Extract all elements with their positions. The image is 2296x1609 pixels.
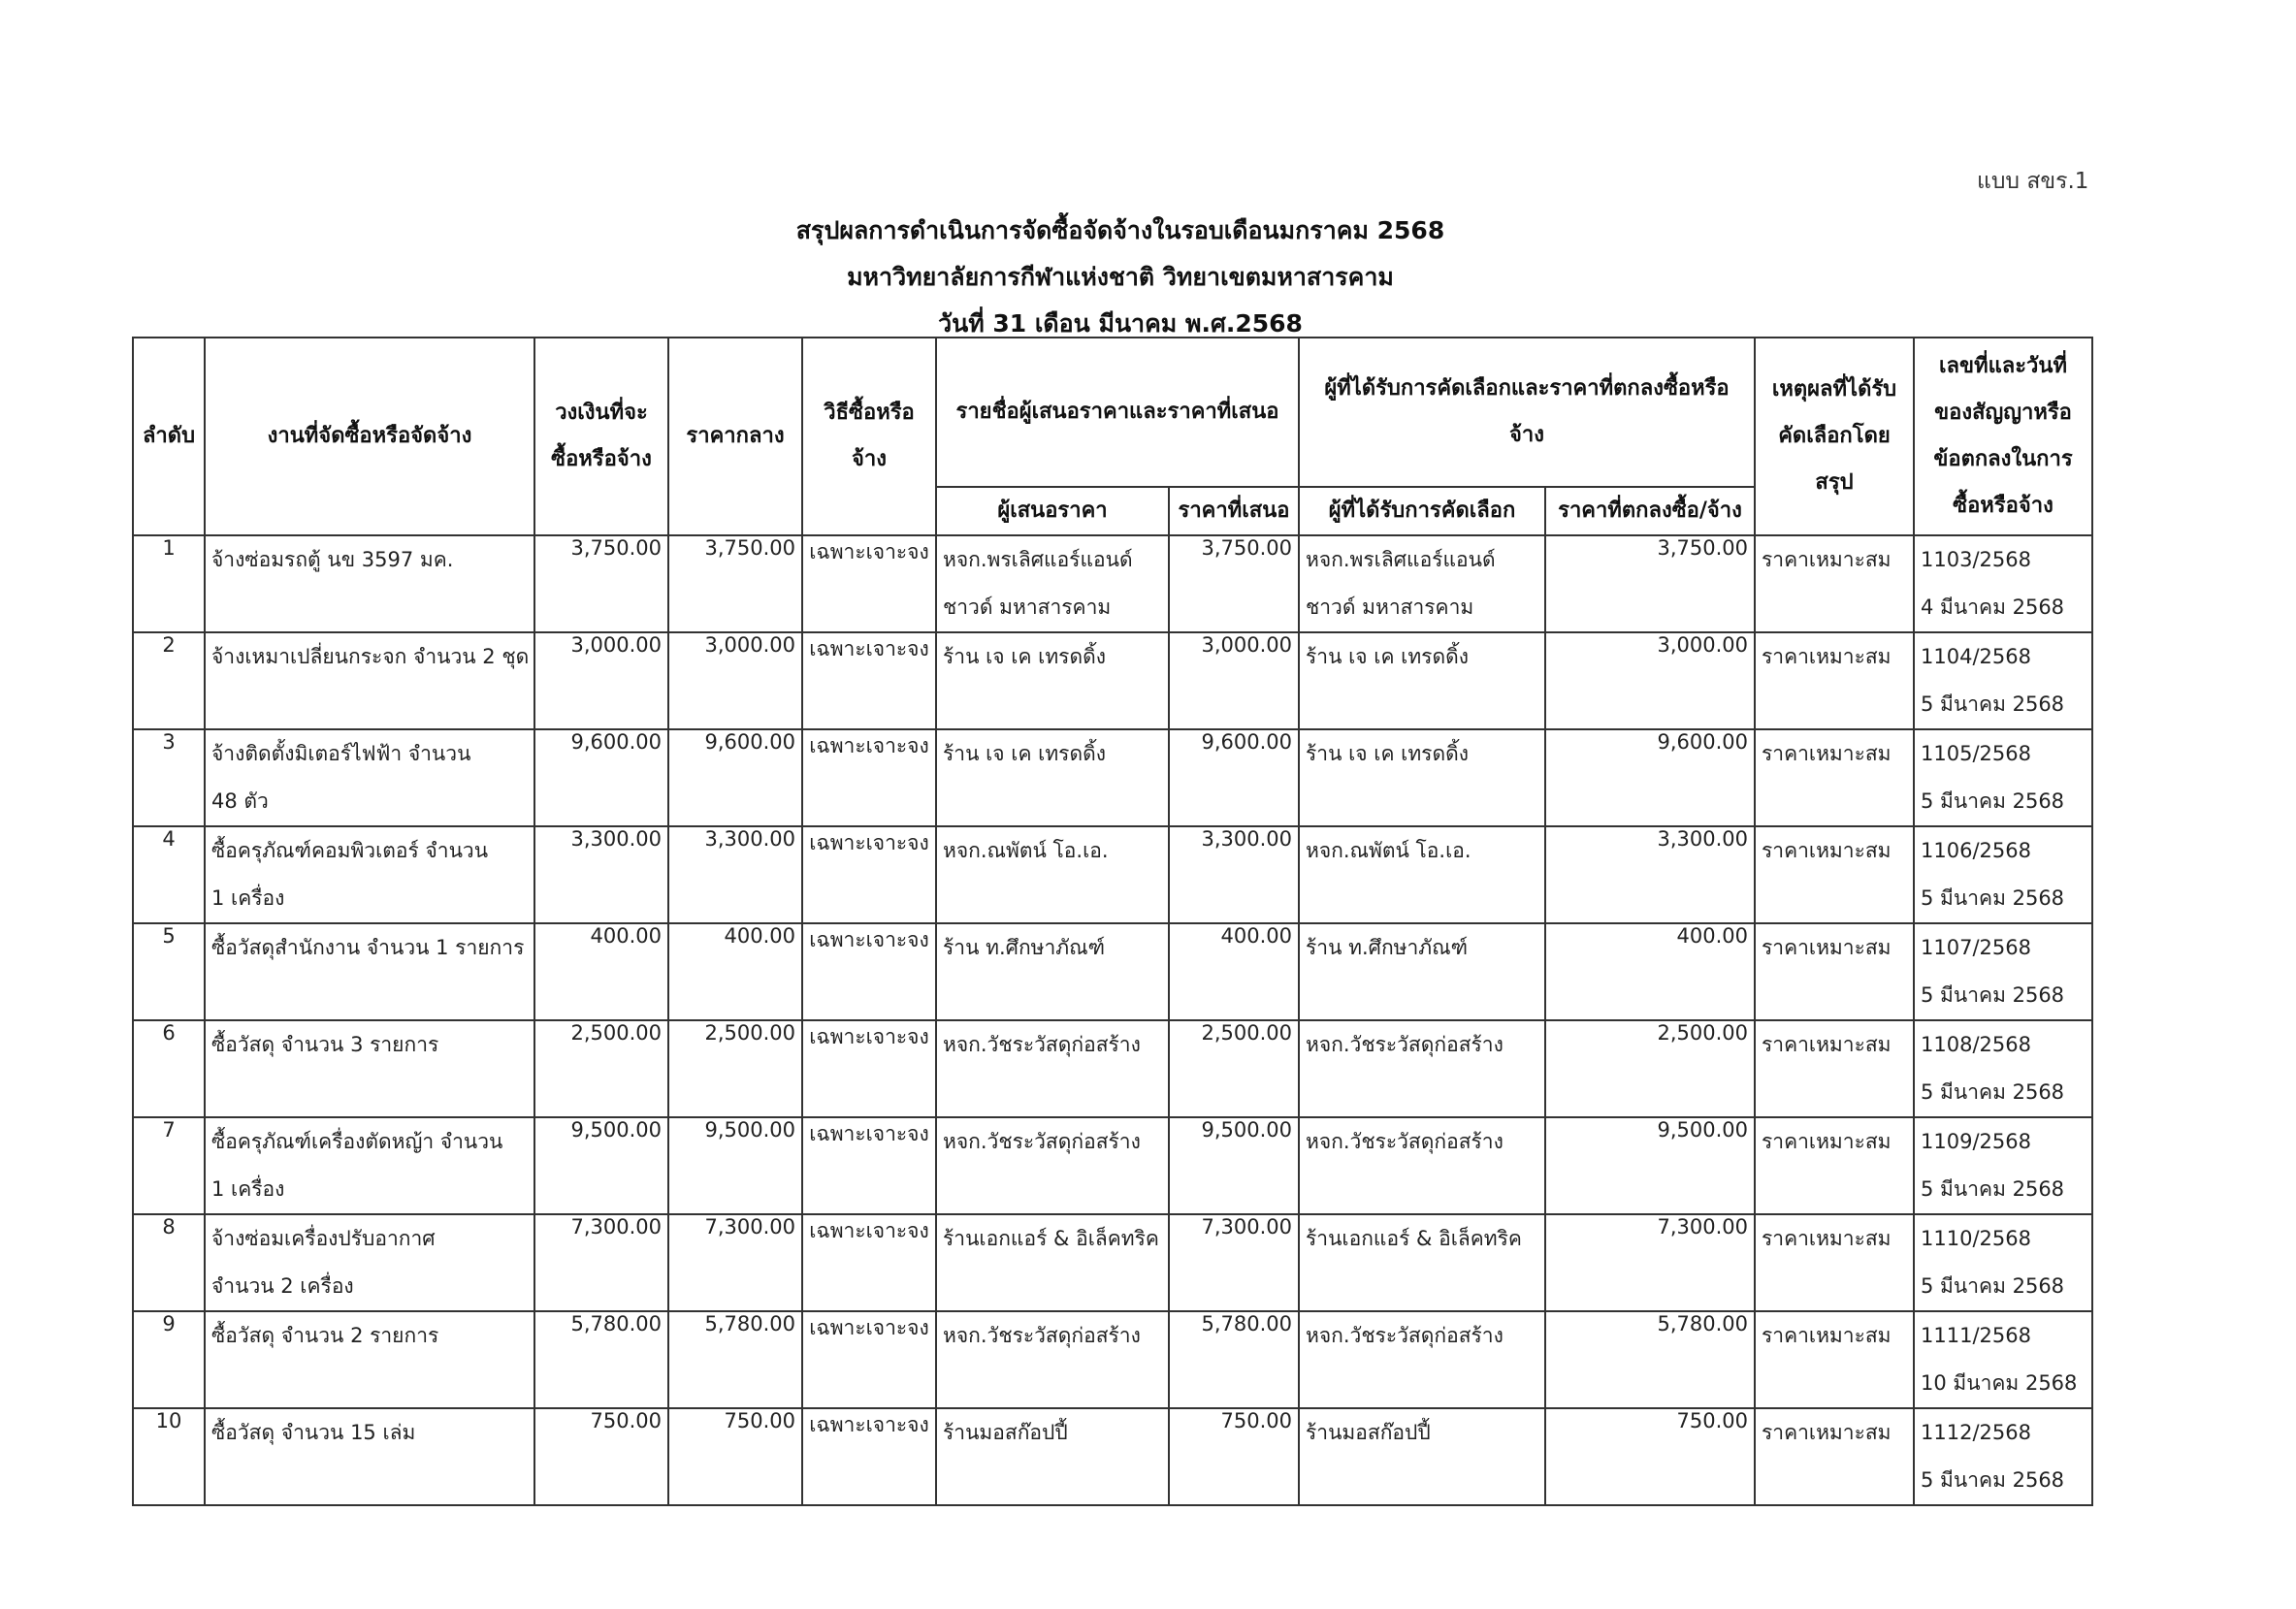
cell-work [205, 1311, 534, 1408]
cell-reason: ราคาเหมาะสม [1755, 1408, 1914, 1505]
cell-no: 9 [133, 1311, 205, 1408]
cell-no: 1 [133, 535, 205, 632]
cell-bidder-line: ร้านมอสก๊อปปี้ [943, 1421, 1068, 1444]
table-row [133, 632, 2092, 729]
cell-selected-line [1306, 972, 1538, 1019]
cell-agreed-price: 3,750.00 [1545, 535, 1755, 632]
header-selected-group: ผู้ที่ได้รับการคัดเลือกและราคาที่ตกลงซื้อหรือ จ้าง [1299, 338, 1755, 487]
cell-budget: 2,500.00 [534, 1020, 668, 1117]
cell-agreed-price: 5,780.00 [1545, 1311, 1755, 1408]
cell-bidder-line: หจก.วัชระวัสดุก่อสร้าง [943, 1324, 1141, 1347]
cell-work-line: ซื้อครุภัณฑ์เครื่องตัดหญ้า จำนวน [211, 1130, 503, 1153]
cell-work [205, 535, 534, 632]
cell-contract [1914, 632, 2092, 729]
table-row [133, 1117, 2092, 1214]
cell-work-line: ซื้อวัสดุสำนักงาน จำนวน 1 รายการ [211, 936, 525, 959]
cell-selected [1299, 826, 1545, 923]
cell-bidder-line [943, 1360, 1162, 1407]
cell-contract-line: 1107/2568 [1921, 936, 2031, 959]
cell-selected-line: ร้าน เจ เค เทรดดิ้ง [1306, 645, 1469, 668]
cell-bidder-line: หจก.วัชระวัสดุก่อสร้าง [943, 1033, 1141, 1056]
cell-bidder [936, 729, 1169, 826]
cell-bidder [936, 1020, 1169, 1117]
cell-bidder [936, 632, 1169, 729]
cell-work-line [211, 1457, 528, 1504]
cell-budget: 3,750.00 [534, 535, 668, 632]
cell-bidder [936, 1311, 1169, 1408]
cell-work [205, 1117, 534, 1214]
cell-contract-line: 5 มีนาคม 2568 [1921, 789, 2065, 813]
cell-budget: 750.00 [534, 1408, 668, 1505]
cell-work-line: 48 ตัว [211, 789, 269, 813]
cell-work-line: ซื้อวัสดุ จำนวน 3 รายการ [211, 1033, 439, 1056]
cell-no: 3 [133, 729, 205, 826]
cell-selected-line [1306, 1166, 1538, 1213]
cell-no: 6 [133, 1020, 205, 1117]
cell-selected-line: หจก.วัชระวัสดุก่อสร้าง [1306, 1033, 1504, 1056]
cell-selected-line: หจก.วัชระวัสดุก่อสร้าง [1306, 1130, 1504, 1153]
cell-bidder-line: ร้านเอกแอร์ & อิเล็คทริค [943, 1227, 1159, 1250]
cell-method: เฉพาะเจาะจง [802, 729, 936, 826]
cell-agreed-price: 9,600.00 [1545, 729, 1755, 826]
cell-work-line [211, 1069, 528, 1116]
cell-selected [1299, 1311, 1545, 1408]
cell-no: 4 [133, 826, 205, 923]
cell-work-line: จำนวน 2 เครื่อง [211, 1274, 354, 1298]
header-bidder: ผู้เสนอราคา [936, 487, 1169, 535]
cell-no: 7 [133, 1117, 205, 1214]
cell-reason: ราคาเหมาะสม [1755, 1214, 1914, 1311]
cell-median-price: 3,750.00 [668, 535, 802, 632]
cell-method: เฉพาะเจาะจง [802, 535, 936, 632]
cell-bidder-line: หจก.พรเลิศแอร์แอนด์ [943, 548, 1133, 571]
cell-reason: ราคาเหมาะสม [1755, 923, 1914, 1020]
cell-selected-line: ร้านมอสก๊อปปี้ [1306, 1421, 1431, 1444]
procurement-table [132, 337, 2093, 1506]
cell-budget: 9,600.00 [534, 729, 668, 826]
cell-bidder-line [943, 972, 1162, 1019]
cell-no: 5 [133, 923, 205, 1020]
table-row [133, 729, 2092, 826]
cell-median-price: 7,300.00 [668, 1214, 802, 1311]
cell-bid-price: 2,500.00 [1169, 1020, 1299, 1117]
cell-selected [1299, 1020, 1545, 1117]
cell-agreed-price: 7,300.00 [1545, 1214, 1755, 1311]
cell-method: เฉพาะเจาะจง [802, 1408, 936, 1505]
cell-work-line [211, 972, 528, 1019]
cell-contract-line: 5 มีนาคม 2568 [1921, 1177, 2065, 1201]
cell-reason: ราคาเหมาะสม [1755, 632, 1914, 729]
cell-selected-line [1306, 778, 1538, 825]
cell-selected-line [1306, 1263, 1538, 1310]
cell-bidder-line [943, 681, 1162, 728]
cell-agreed-price: 400.00 [1545, 923, 1755, 1020]
cell-contract [1914, 826, 2092, 923]
cell-method: เฉพาะเจาะจง [802, 632, 936, 729]
cell-budget: 5,780.00 [534, 1311, 668, 1408]
cell-bid-price: 3,000.00 [1169, 632, 1299, 729]
cell-contract-line: 1108/2568 [1921, 1033, 2031, 1056]
cell-selected [1299, 923, 1545, 1020]
cell-selected [1299, 1408, 1545, 1505]
header-budget: วงเงินที่จะ ซื้อหรือจ้าง [534, 338, 668, 535]
cell-contract-line: 1105/2568 [1921, 742, 2031, 765]
table-row [133, 1214, 2092, 1311]
cell-contract-line: 5 มีนาคม 2568 [1921, 1468, 2065, 1492]
cell-budget: 7,300.00 [534, 1214, 668, 1311]
cell-contract-line: 1112/2568 [1921, 1421, 2031, 1444]
cell-selected [1299, 1214, 1545, 1311]
cell-work [205, 826, 534, 923]
cell-bid-price: 9,600.00 [1169, 729, 1299, 826]
cell-contract [1914, 729, 2092, 826]
table-row [133, 826, 2092, 923]
cell-bidder-line: ร้าน เจ เค เทรดดิ้ง [943, 645, 1106, 668]
cell-work [205, 729, 534, 826]
header-bid-price: ราคาที่เสนอ [1169, 487, 1299, 535]
cell-contract-line: 1104/2568 [1921, 645, 2031, 668]
cell-reason: ราคาเหมาะสม [1755, 826, 1914, 923]
cell-agreed-price: 750.00 [1545, 1408, 1755, 1505]
cell-bidder-line [943, 1263, 1162, 1310]
cell-contract [1914, 1311, 2092, 1408]
cell-work [205, 923, 534, 1020]
cell-contract-line: 5 มีนาคม 2568 [1921, 1080, 2065, 1104]
cell-selected-line [1306, 875, 1538, 922]
cell-contract [1914, 1408, 2092, 1505]
cell-work [205, 1020, 534, 1117]
cell-work-line: จ้างซ่อมรถตู้ นข 3597 มค. [211, 548, 454, 571]
cell-work-line: จ้างซ่อมเครื่องปรับอากาศ [211, 1227, 436, 1250]
header-no: ลำดับ [133, 338, 205, 535]
cell-contract [1914, 1117, 2092, 1214]
cell-budget: 400.00 [534, 923, 668, 1020]
cell-bidder [936, 923, 1169, 1020]
cell-median-price: 400.00 [668, 923, 802, 1020]
cell-agreed-price: 3,000.00 [1545, 632, 1755, 729]
cell-bidder-line: หจก.วัชระวัสดุก่อสร้าง [943, 1130, 1141, 1153]
cell-method: เฉพาะเจาะจง [802, 923, 936, 1020]
table-row [133, 923, 2092, 1020]
cell-selected-line: ร้าน ท.ศึกษาภัณฑ์ [1306, 936, 1469, 959]
cell-median-price: 9,600.00 [668, 729, 802, 826]
cell-contract [1914, 535, 2092, 632]
cell-selected-line: ร้านเอกแอร์ & อิเล็คทริค [1306, 1227, 1522, 1250]
cell-selected [1299, 729, 1545, 826]
cell-reason: ราคาเหมาะสม [1755, 1311, 1914, 1408]
cell-reason: ราคาเหมาะสม [1755, 1020, 1914, 1117]
title-line: มหาวิทยาลัยการกีฬาแห่งชาติ วิทยาเขตมหาสารคาม [847, 263, 1394, 291]
cell-contract-line: 4 มีนาคม 2568 [1921, 595, 2065, 619]
cell-bid-price: 400.00 [1169, 923, 1299, 1020]
cell-work-line: จ้างติดตั้งมิเตอร์ไฟฟ้า จำนวน [211, 742, 471, 765]
cell-agreed-price: 2,500.00 [1545, 1020, 1755, 1117]
cell-contract-line: 5 มีนาคม 2568 [1921, 1274, 2065, 1298]
cell-work-line [211, 681, 528, 728]
cell-budget: 3,300.00 [534, 826, 668, 923]
cell-contract-line: 5 มีนาคม 2568 [1921, 886, 2065, 910]
cell-bid-price: 3,300.00 [1169, 826, 1299, 923]
cell-selected-line: ร้าน เจ เค เทรดดิ้ง [1306, 742, 1469, 765]
cell-contract-line: 1109/2568 [1921, 1130, 2031, 1153]
cell-selected [1299, 1117, 1545, 1214]
header-work: งานที่จัดซื้อหรือจัดจ้าง [205, 338, 534, 535]
cell-selected-line: หจก.พรเลิศแอร์แอนด์ [1306, 548, 1496, 571]
cell-no: 2 [133, 632, 205, 729]
cell-bidder-line: หจก.ณพัตน์ โอ.เอ. [943, 839, 1109, 862]
cell-bidder-line: ชาวด์ มหาสารคาม [943, 595, 1112, 619]
cell-median-price: 3,000.00 [668, 632, 802, 729]
cell-work [205, 632, 534, 729]
table-row [133, 535, 2092, 632]
title-line: สรุปผลการดำเนินการจัดซื้อจัดจ้างในรอบเดือนมกราคม 2568 [795, 216, 1445, 244]
cell-bidder-line [943, 1457, 1162, 1504]
cell-bidder [936, 535, 1169, 632]
cell-median-price: 2,500.00 [668, 1020, 802, 1117]
table-body [133, 535, 2092, 1505]
cell-selected [1299, 535, 1545, 632]
cell-selected-line [1306, 1360, 1538, 1407]
cell-no: 10 [133, 1408, 205, 1505]
cell-selected-line [1306, 1069, 1538, 1116]
table-row [133, 1311, 2092, 1408]
table-row [133, 1020, 2092, 1117]
header-median-price: ราคากลาง [668, 338, 802, 535]
cell-bidder [936, 1117, 1169, 1214]
cell-work [205, 1214, 534, 1311]
header-contract: เลขที่และวันที่ ของสัญญาหรือ ข้อตกลงในการ ซื้อหรือจ้าง [1914, 338, 2092, 535]
cell-bid-price: 9,500.00 [1169, 1117, 1299, 1214]
cell-contract [1914, 923, 2092, 1020]
cell-method: เฉพาะเจาะจง [802, 1117, 936, 1214]
cell-median-price: 9,500.00 [668, 1117, 802, 1214]
cell-agreed-price: 3,300.00 [1545, 826, 1755, 923]
cell-bid-price: 3,750.00 [1169, 535, 1299, 632]
header-bidders-group: รายชื่อผู้เสนอราคาและราคาที่เสนอ [936, 338, 1299, 487]
cell-contract-line: 1103/2568 [1921, 548, 2031, 571]
table-row [133, 1408, 2092, 1505]
cell-method: เฉพาะเจาะจง [802, 1214, 936, 1311]
cell-bidder [936, 826, 1169, 923]
form-code: แบบ สขร.1 [1977, 169, 2089, 194]
cell-bidder-line [943, 875, 1162, 922]
title-line: วันที่ 31 เดือน มีนาคม พ.ศ.2568 [938, 309, 1303, 338]
cell-bidder-line [943, 1069, 1162, 1116]
cell-selected [1299, 632, 1545, 729]
cell-contract-line: 5 มีนาคม 2568 [1921, 983, 2065, 1007]
cell-bidder-line [943, 778, 1162, 825]
cell-work-line: ซื้อครุภัณฑ์คอมพิวเตอร์ จำนวน [211, 839, 489, 862]
cell-bid-price: 7,300.00 [1169, 1214, 1299, 1311]
cell-bidder [936, 1214, 1169, 1311]
document-titles [0, 208, 2241, 347]
cell-bid-price: 5,780.00 [1169, 1311, 1299, 1408]
cell-median-price: 750.00 [668, 1408, 802, 1505]
cell-selected-line [1306, 681, 1538, 728]
cell-method: เฉพาะเจาะจง [802, 826, 936, 923]
cell-reason: ราคาเหมาะสม [1755, 1117, 1914, 1214]
cell-method: เฉพาะเจาะจง [802, 1311, 936, 1408]
header-agreed-price: ราคาที่ตกลงซื้อ/จ้าง [1545, 487, 1755, 535]
cell-bidder-line [943, 1166, 1162, 1213]
header-reason: เหตุผลที่ได้รับ คัดเลือกโดยสรุป [1755, 338, 1914, 535]
cell-work-line: 1 เครื่อง [211, 1177, 285, 1201]
cell-selected-line: หจก.ณพัตน์ โอ.เอ. [1306, 839, 1471, 862]
cell-budget: 3,000.00 [534, 632, 668, 729]
cell-contract-line: 10 มีนาคม 2568 [1921, 1371, 2078, 1395]
cell-contract-line: 1110/2568 [1921, 1227, 2031, 1250]
cell-bid-price: 750.00 [1169, 1408, 1299, 1505]
header-selected: ผู้ที่ได้รับการคัดเลือก [1299, 487, 1545, 535]
cell-selected-line: หจก.วัชระวัสดุก่อสร้าง [1306, 1324, 1504, 1347]
cell-contract-line: 1111/2568 [1921, 1324, 2031, 1347]
cell-no: 8 [133, 1214, 205, 1311]
cell-work-line [211, 1360, 528, 1407]
cell-contract-line: 5 มีนาคม 2568 [1921, 692, 2065, 716]
cell-method: เฉพาะเจาะจง [802, 1020, 936, 1117]
cell-selected-line: ชาวด์ มหาสารคาม [1306, 595, 1474, 619]
cell-contract [1914, 1214, 2092, 1311]
cell-selected-line [1306, 1457, 1538, 1504]
cell-work-line [211, 584, 528, 631]
cell-work [205, 1408, 534, 1505]
cell-agreed-price: 9,500.00 [1545, 1117, 1755, 1214]
cell-median-price: 3,300.00 [668, 826, 802, 923]
cell-work-line: ซื้อวัสดุ จำนวน 15 เล่ม [211, 1421, 416, 1444]
cell-contract-line: 1106/2568 [1921, 839, 2031, 862]
cell-bidder-line: ร้าน ท.ศึกษาภัณฑ์ [943, 936, 1106, 959]
cell-bidder-line: ร้าน เจ เค เทรดดิ้ง [943, 742, 1106, 765]
cell-reason: ราคาเหมาะสม [1755, 535, 1914, 632]
cell-budget: 9,500.00 [534, 1117, 668, 1214]
cell-work-line: ซื้อวัสดุ จำนวน 2 รายการ [211, 1324, 439, 1347]
cell-contract [1914, 1020, 2092, 1117]
header-method: วิธีซื้อหรือ จ้าง [802, 338, 936, 535]
cell-bidder [936, 1408, 1169, 1505]
cell-reason: ราคาเหมาะสม [1755, 729, 1914, 826]
cell-median-price: 5,780.00 [668, 1311, 802, 1408]
cell-work-line: จ้างเหมาเปลี่ยนกระจก จำนวน 2 ชุด [211, 645, 530, 668]
cell-work-line: 1 เครื่อง [211, 886, 285, 910]
